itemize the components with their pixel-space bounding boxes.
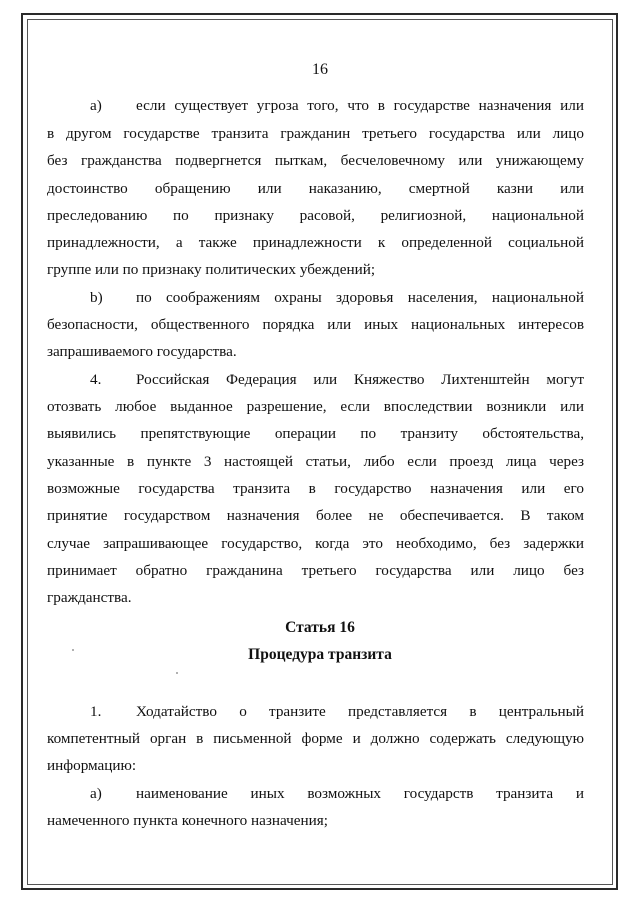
scan-speck bbox=[72, 649, 74, 651]
item-1a-line-1 bbox=[90, 784, 584, 804]
item-1-text-1: Ходатайство о транзите представляется в центральный bbox=[136, 703, 584, 720]
item-b-line-2: безопасности, общественного порядка или иных национальных интересов bbox=[47, 316, 584, 333]
item-b-text-1: по соображениям охраны здоровья населения, национальной bbox=[136, 289, 584, 306]
item-a-text-1: если существует угроза того, что в государстве назначения или bbox=[136, 97, 584, 114]
article-subtitle: Процедура транзита bbox=[248, 646, 392, 663]
item-1-line-2: компетентный орган в письменной форме и должно содержать следующую bbox=[47, 730, 584, 747]
item-4-line-1 bbox=[90, 370, 584, 390]
item-4-line-6: принятие государством назначения более не обеспечивается. В таком bbox=[47, 507, 584, 524]
item-4-line-3: выявились препятствующие операции по транзиту обстоятельства, bbox=[47, 425, 584, 442]
item-1a-line-2: намеченного пункта конечного назначения; bbox=[47, 812, 328, 829]
item-a-line-2: в другом государстве транзита гражданин третьего государства или лицо bbox=[47, 125, 584, 142]
article-title: Статья 16 bbox=[285, 619, 355, 636]
item-4-line-7: случае запрашивающее государство, когда это необходимо, без задержки bbox=[47, 535, 584, 552]
item-4-line-4: указанные в пункте 3 настоящей статьи, либо если проезд лица через bbox=[47, 453, 584, 470]
item-4-label: 4. bbox=[90, 371, 102, 388]
item-4-text-1: Российская Федерация или Княжество Лихтенштейн могут bbox=[136, 371, 584, 388]
item-a-line-7: группе или по признаку политических убеждений; bbox=[47, 261, 376, 278]
item-1a-text-1: наименование иных возможных государств транзита и bbox=[136, 785, 584, 802]
item-4-line-5: возможные государства транзита в государство назначения или его bbox=[47, 480, 584, 497]
item-1-label: 1. bbox=[90, 703, 102, 720]
item-4-line-9: гражданства. bbox=[47, 589, 132, 606]
item-b-label: b) bbox=[90, 289, 103, 306]
item-a-line-5: преследованию по признаку расовой, религиозной, национальной bbox=[47, 207, 584, 224]
item-a-line-4: достоинство обращению или наказанию, смертной казни или bbox=[47, 180, 584, 197]
item-4-line-8: принимает обратно гражданина третьего государства или лицо без bbox=[47, 562, 584, 579]
scan-speck bbox=[176, 672, 178, 674]
item-a-line-3: без гражданства подвергнется пыткам, бесчеловечному или унижающему bbox=[47, 152, 584, 169]
item-a-label: а) bbox=[90, 97, 102, 114]
item-1a-label: а) bbox=[90, 785, 102, 802]
item-4-line-2: отозвать любое выданное разрешение, если впоследствии возникли или bbox=[47, 398, 584, 415]
item-b-line-1 bbox=[90, 288, 584, 308]
item-b-line-3: запрашиваемого государства. bbox=[47, 343, 237, 360]
item-1-line-1 bbox=[90, 702, 584, 722]
item-1-line-3: информацию: bbox=[47, 757, 137, 774]
page-number: 16 bbox=[312, 61, 328, 78]
item-a-line-1 bbox=[90, 96, 584, 116]
item-a-line-6: принадлежности, а также принадлежности к определенной социальной bbox=[47, 234, 584, 251]
